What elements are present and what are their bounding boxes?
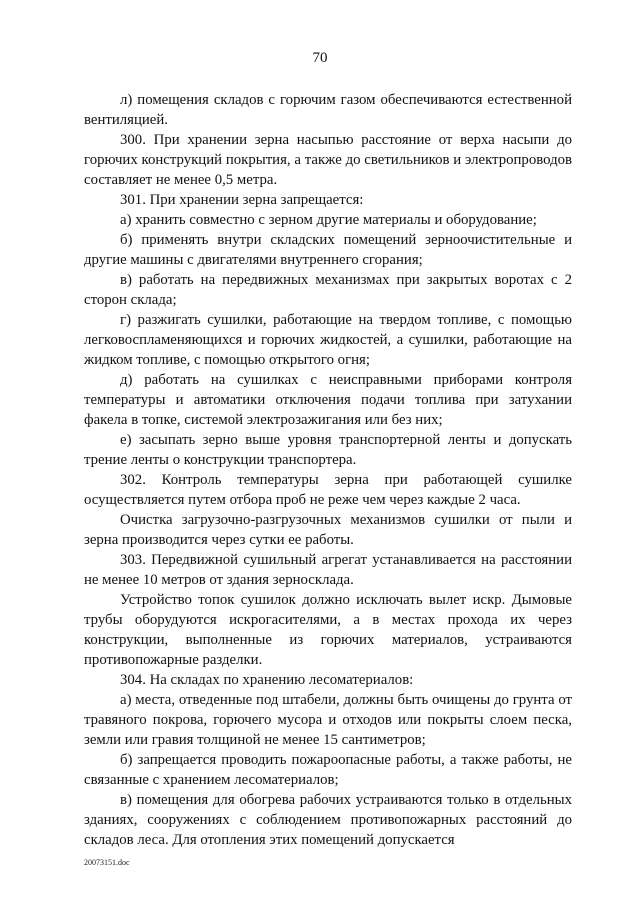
paragraph: в) работать на передвижных механизмах при закрытых воротах с 2 сторон склада;: [84, 272, 572, 308]
page-number: 70: [312, 50, 328, 66]
file-name-footer: 20073151.doc: [84, 858, 130, 867]
paragraph: г) разжигать сушилки, работающие на твердом топливе, с помощью легковоспламеняющихся и горючих жидкостей, а сушилки, работающие на жидком топливе, с помощью открытого огня;: [84, 312, 572, 368]
paragraph: а) хранить совместно с зерном другие материалы и оборудование;: [120, 212, 537, 228]
paragraph: е) засыпать зерно выше уровня транспортерной ленты и допускать трение ленты о конструкции транспортера.: [84, 432, 572, 468]
paragraph: 304. На складах по хранению лесоматериалов:: [120, 672, 414, 688]
paragraph: Очистка загрузочно-разгрузочных механизмов сушилки от пыли и зерна производится через сутки ее работы.: [84, 512, 572, 548]
paragraph: 303. Передвижной сушильный агрегат устанавливается на расстоянии не менее 10 метров от здания зерносклада.: [84, 552, 572, 588]
paragraph: в) помещения для обогрева рабочих устраиваются только в отдельных зданиях, сооружениях с соблюдением противопожарных расстояний до складов леса. Для отопления этих помещений допускается: [84, 792, 572, 848]
paragraph: б) запрещается проводить пожароопасные работы, а также работы, не связанные с хранением лесоматериалов;: [84, 752, 572, 788]
paragraph: 302. Контроль температуры зерна при работающей сушилке осуществляется путем отбора проб не реже чем через каждые 2 часа.: [84, 472, 572, 508]
paragraph: л) помещения складов с горючим газом обеспечиваются естественной вентиляцией.: [84, 92, 572, 128]
paragraph: 300. При хранении зерна насыпью расстояние от верха насыпи до горючих конструкций покрытия, а также до светильников и электропроводов составляет не менее 0,5 метра.: [84, 132, 572, 188]
paragraph: б) применять внутри складских помещений зерноочистительные и другие машины с двигателями внутреннего сгорания;: [84, 232, 572, 268]
paragraph: Устройство топок сушилок должно исключать вылет искр. Дымовые трубы оборудуются искрогасителями, а в местах прохода их через конструкции, выполненные из горючих материалов, устраиваются противопожарные разделки.: [84, 592, 572, 668]
document-body: [84, 90, 572, 850]
paragraph: а) места, отведенные под штабели, должны быть очищены до грунта от травяного покрова, горючего мусора и отходов или покрыты слоем песка, земли или гравия толщиной не менее 15 сантиметров;: [84, 692, 572, 748]
paragraph: 301. При хранении зерна запрещается:: [120, 192, 364, 208]
paragraph: д) работать на сушилках с неисправными приборами контроля температуры и автоматики отключения подачи топлива при затухании факела в топке, системой электрозажигания или без них;: [84, 372, 572, 428]
